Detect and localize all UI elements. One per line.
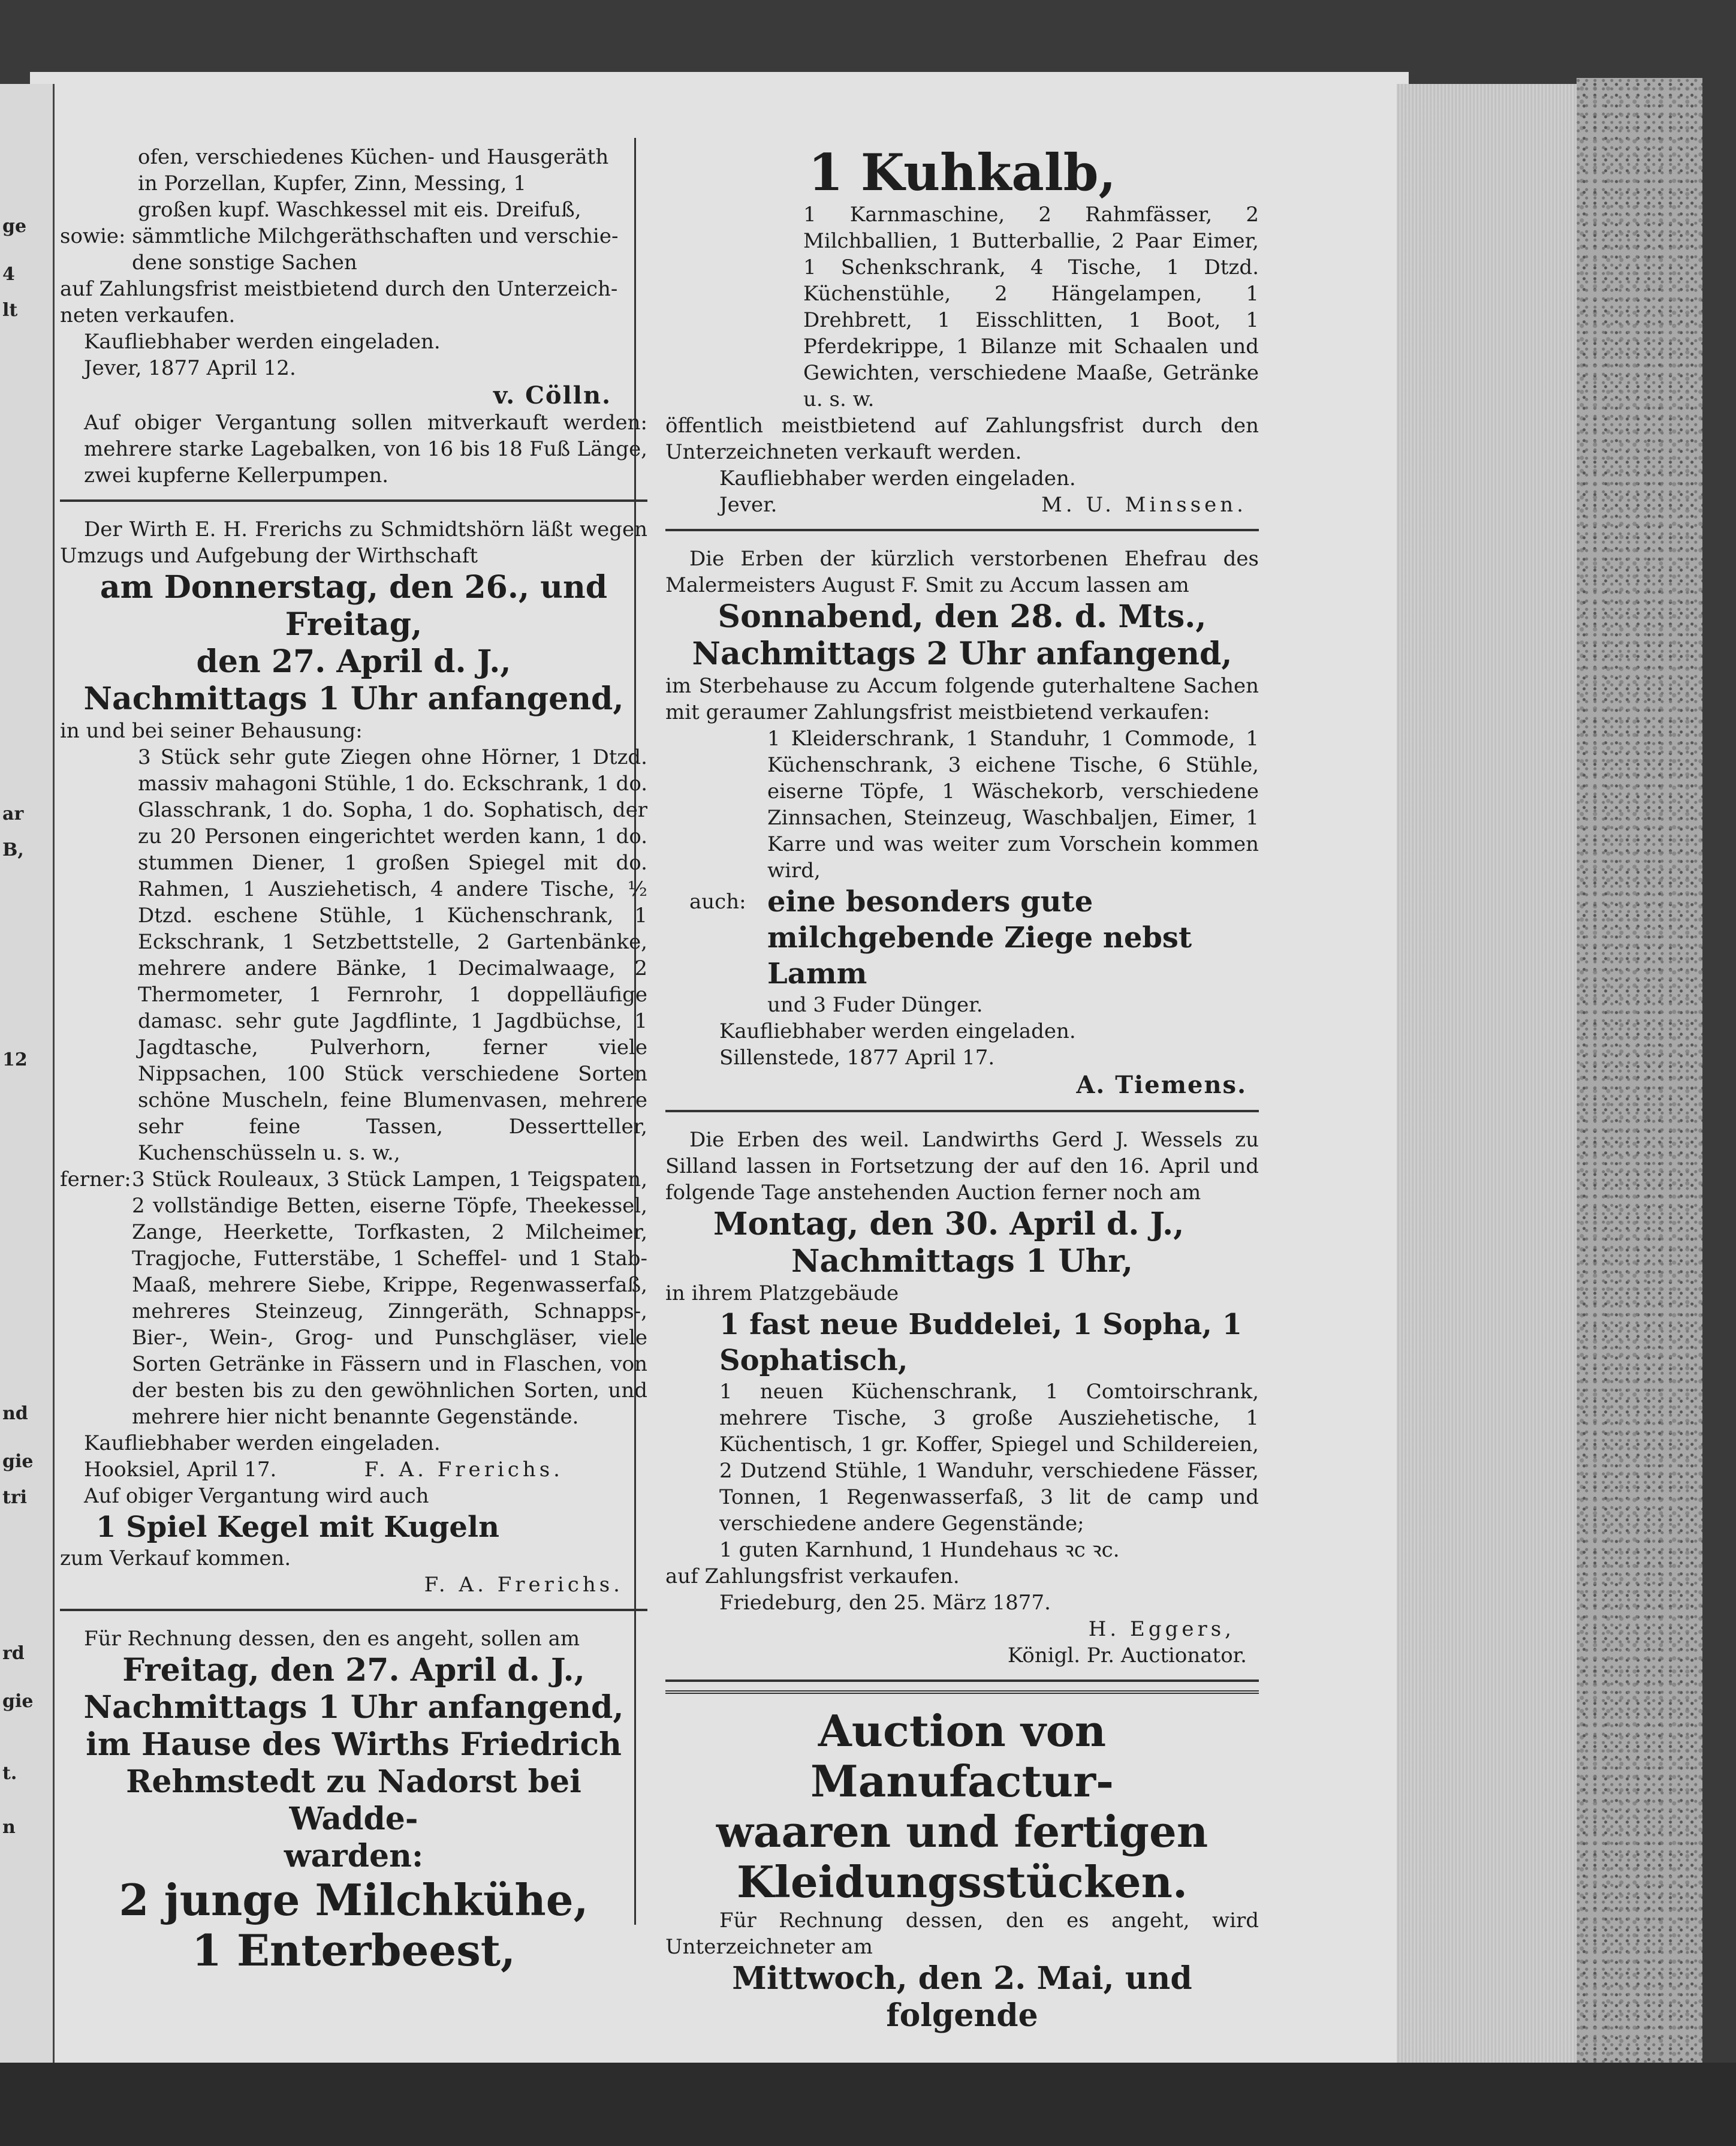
item-list: 1 guten Karnhund, 1 Hundehaus ꝛc ꝛc. bbox=[719, 1538, 1120, 1562]
place-date: Friedeburg, den 25. März 1877. bbox=[719, 1591, 1051, 1615]
ferner-label: ferner: bbox=[60, 1167, 131, 1191]
signature: M. U. Minssen. bbox=[1041, 493, 1247, 517]
ad-heading: Freitag, den 27. April d. J., bbox=[122, 1652, 585, 1688]
ad-heading: Rehmstedt zu Nadorst bei Wadde- bbox=[126, 1763, 581, 1837]
item-list: 3 Stück Rouleaux, 3 Stück Lampen, 1 Teigspaten, 2 vollständige Betten, eiserne Töpfe, Theekessel, Zange, Heerkette, Torfkasten, 2 Milcheimer, Tragjoche, Futterstäbe, 1 Scheffel- und 1 Stab-Maaß, mehrere Siebe, Krippe, Regenwasserfaß, mehreres Steinzeug, Zinngeräth, Schnapps-, Bier-, Wein-, Grog- und Punschgläser, viele Sorten Getränke in Fässern und in Flaschen, von der besten bis zu den gewöhnlichen Sorten, und mehrere hier nicht benannte Gegenstände. bbox=[132, 1167, 647, 1429]
ad-heading: Nachmittags 1 Uhr, bbox=[791, 1243, 1134, 1280]
ad-text: in und bei seiner Behausung: bbox=[60, 719, 363, 743]
place-signature-row bbox=[60, 1456, 647, 1483]
ad-text: und 3 Fuder Dünger. bbox=[767, 993, 983, 1017]
ad-intro: Der Wirth E. H. Frerichs zu Schmidtshörn läßt wegen Umzugs und Aufgebung der Wirthschaft bbox=[60, 517, 647, 568]
ad-heading-large: 1 Enterbeest, bbox=[191, 1925, 516, 1976]
ad-heading: Mittwoch, den 2. Mai, und folgende bbox=[732, 1960, 1192, 2034]
sowie-label: sowie: bbox=[60, 224, 126, 248]
advertisement-tiemens bbox=[665, 540, 1259, 1112]
margin-mark: rd bbox=[2, 1643, 25, 1664]
item-list: 1 neuen Küchenschrank, 1 Comtoirschrank, mehrere Tische, 3 große Ausziehetische, 1 Küchentisch, 1 gr. Koffer, Spiegel und Schildereien, 2 Dutzend Stühle, 1 Wanduhr, verschiedene Fässer, Tonnen, 1 Regenwasserfaß, 3 lit de camp und verschiedene andere Gegenstände; bbox=[719, 1380, 1259, 1536]
ad-text-line: neten verkaufen. bbox=[60, 303, 236, 327]
signature: v. Cölln. bbox=[493, 381, 611, 410]
ad-heading: den 27. April d. J., bbox=[196, 643, 511, 680]
ad-text-line: dene sonstige Sachen bbox=[132, 251, 357, 275]
margin-mark: 4 bbox=[2, 264, 15, 285]
ad-heading: am Donnerstag, den 26., und Freitag, bbox=[100, 569, 608, 643]
invitation-text: Kaufliebhaber werden eingeladen. bbox=[719, 466, 1076, 490]
advertisement-minssen bbox=[665, 138, 1259, 531]
advertisement-frerichs bbox=[60, 510, 647, 1611]
margin-mark: tri bbox=[2, 1487, 28, 1508]
ad-title: waaren und fertigen bbox=[716, 1806, 1208, 1857]
ad-text-line: in Porzellan, Kupfer, Zinn, Messing, 1 bbox=[138, 171, 527, 195]
ad-text: auf Zahlungsfrist verkaufen. bbox=[665, 1564, 960, 1588]
margin-mark: nd bbox=[2, 1403, 28, 1424]
signature-title: Königl. Pr. Auctionator. bbox=[1007, 1644, 1247, 1668]
advertisement-manufactur bbox=[665, 1700, 1259, 2045]
margin-mark: ge bbox=[2, 216, 27, 237]
invitation-text: Kaufliebhaber werden eingeladen. bbox=[84, 330, 441, 354]
auch-row bbox=[665, 884, 1259, 992]
book-cover-marbled bbox=[1577, 78, 1702, 2135]
item-list: 1 Karnmaschine, 2 Rahmfässer, 2 Milchballien, 1 Butterballie, 2 Paar Eimer, 1 Schenkschrank, 4 Tische, 1 Dtzd. Küchenstühle, 2 Hängelampen, 1 Drehbrett, 1 Eisschlitten, 1 Boot, 1 Pferdekrippe, 1 Bilanze mit Schaalen und Gewichten, verschiedene Maaße, Getränke u. s. w. bbox=[803, 203, 1259, 411]
place-date: Hooksiel, April 17. bbox=[84, 1458, 277, 1482]
ad-text: Auf obiger Vergantung wird auch bbox=[84, 1484, 429, 1508]
ad-intro: Für Rechnung dessen, den es angeht, sollen am bbox=[84, 1627, 580, 1651]
margin-mark: n bbox=[2, 1817, 16, 1838]
ad-heading: warden: bbox=[284, 1838, 424, 1874]
invitation-text: Kaufliebhaber werden eingeladen. bbox=[84, 1431, 441, 1455]
place-date: Sillenstede, 1877 April 17. bbox=[719, 1046, 995, 1070]
margin-mark: lt bbox=[2, 300, 18, 321]
margin-mark: gie bbox=[2, 1451, 34, 1472]
margin-mark: t. bbox=[2, 1763, 17, 1784]
ad-text-line: ofen, verschiedenes Küchen- und Hausgeräth bbox=[138, 145, 609, 169]
margin-mark: ar bbox=[2, 803, 24, 824]
place-date: Jever, 1877 April 12. bbox=[84, 356, 296, 380]
ad-text: Für Rechnung dessen, den es angeht, wird Unterzeichneter am bbox=[665, 1909, 1259, 1959]
ad-note: Auf obiger Vergantung sollen mitverkauft werden: mehrere starke Lagebalken, von 16 bis 18 Fuß Länge, zwei kupferne Kellerpumpen. bbox=[84, 411, 647, 487]
ad-text-line: sämmtliche Milchgeräthschaften und verschie- bbox=[132, 224, 619, 248]
item-list: 3 Stück sehr gute Ziegen ohne Hörner, 1 Dtzd. massiv mahagoni Stühle, 1 do. Eckschrank, 1 do. Glasschrank, 1 do. Sopha, 1 do. Sophatisch, der zu 20 Personen eingerichtet werden kann, 1 do. stummen Diener, 1 großen Spiegel mit do. Rahmen, 1 Ausziehetisch, 4 andere Tische, ½ Dtzd. eschene Stühle, 1 Küchenschrank, 1 Eckschrank, 1 Setzbettstelle, 2 Gartenbänke, mehrere andere Bänke, 1 Decimalwaage, 2 Thermometer, 1 Fernrohr, 1 doppelläufige damasc. sehr gute Jagdflinte, 1 Jagdbüchse, 1 Jagdtasche, Pulverhorn, ferner viele Nippsachen, 100 Stück verschiedene Sorten schöne Muscheln, feine Blumenvasen, mehrere sehr feine Tassen, Dessertteller, Kuchenschüsseln u. s. w., bbox=[138, 745, 647, 1165]
sowie-row bbox=[60, 223, 647, 276]
ferner-row bbox=[60, 1166, 647, 1430]
ad-text-line: auf Zahlungsfrist meistbietend durch den Unterzeich- bbox=[60, 277, 618, 301]
advertisement-rehmstedt bbox=[60, 1620, 647, 1987]
ad-intro: Die Erben der kürzlich verstorbenen Ehefrau des Malermeisters August F. Smit zu Accum lassen am bbox=[665, 547, 1259, 597]
ad-heading: Nachmittags 1 Uhr anfangend, bbox=[83, 681, 624, 717]
left-column bbox=[60, 138, 647, 1995]
ad-text: öffentlich meistbietend auf Zahlungsfrist durch den Unterzeichneten verkauft werden. bbox=[665, 414, 1259, 464]
ad-text: in ihrem Platzgebäude bbox=[665, 1281, 899, 1305]
ad-heading-large: 2 junge Milchkühe, bbox=[119, 1874, 589, 1925]
item-list: 1 Kleiderschrank, 1 Standuhr, 1 Commode, 1 Küchenschrank, 3 eichene Tische, 6 Stühle, eiserne Töpfe, 1 Wäschekorb, verschiedene Zinnsachen, Steinzeug, Waschbaljen, Eimer, 1 Karre und was weiter zum Vorschein kommen wird, bbox=[767, 727, 1259, 883]
scan-shadow bbox=[0, 2063, 1736, 2146]
ad-title: Auction von Manufactur- bbox=[810, 1705, 1114, 1807]
ad-heading: Nachmittags 2 Uhr anfangend, bbox=[692, 636, 1232, 672]
advertisement-coelln bbox=[60, 138, 647, 502]
ad-highlight: eine besonders gute milchgebende Ziege nebst Lamm bbox=[767, 885, 1192, 991]
ad-heading: im Hause des Wirths Friedrich bbox=[86, 1726, 622, 1763]
double-rule bbox=[665, 1690, 1259, 1694]
previous-page-margin bbox=[0, 84, 55, 2123]
margin-mark: 12 bbox=[2, 1049, 28, 1070]
book-page-edges bbox=[1397, 84, 1577, 2135]
invitation-text: Kaufliebhaber werden eingeladen. bbox=[719, 1019, 1076, 1043]
margin-mark: gie bbox=[2, 1691, 34, 1712]
advertisement-eggers bbox=[665, 1121, 1259, 1682]
ad-title: 1 Kuhkalb, bbox=[808, 143, 1116, 202]
ad-heading: Nachmittags 1 Uhr anfangend, bbox=[83, 1689, 624, 1726]
ad-intro: Die Erben des weil. Landwirths Gerd J. Wessels zu Silland lassen in Fortsetzung der auf den 16. April und folgende Tage anstehenden Auction ferner noch am bbox=[665, 1128, 1259, 1205]
ad-highlight: 1 fast neue Buddelei, 1 Sopha, 1 Sophatisch, bbox=[719, 1308, 1243, 1377]
ad-text: im Sterbehause zu Accum folgende guterhaltene Sachen mit geraumer Zahlungsfrist meistbietend verkaufen: bbox=[665, 674, 1259, 724]
margin-mark: B, bbox=[2, 839, 24, 860]
signature: H. Eggers, bbox=[1088, 1617, 1235, 1641]
place-signature-row bbox=[665, 492, 1259, 518]
ad-text-line: großen kupf. Waschkessel mit eis. Dreifuß, bbox=[138, 198, 581, 222]
ad-heading: Sonnabend, den 28. d. Mts., bbox=[718, 598, 1207, 635]
ad-title: Kleidungsstücken. bbox=[736, 1856, 1188, 1907]
ad-text: zum Verkauf kommen. bbox=[60, 1546, 291, 1570]
right-column bbox=[665, 138, 1259, 2054]
auch-label: auch: bbox=[689, 890, 746, 914]
signature: F. A. Frerichs. bbox=[364, 1458, 563, 1482]
ad-heading: Montag, den 30. April d. J., bbox=[713, 1206, 1185, 1242]
ad-highlight: 1 Spiel Kegel mit Kugeln bbox=[96, 1510, 500, 1544]
signature: F. A. Frerichs. bbox=[424, 1573, 623, 1597]
place: Jever. bbox=[719, 493, 777, 517]
signature: A. Tiemens. bbox=[1076, 1071, 1247, 1099]
